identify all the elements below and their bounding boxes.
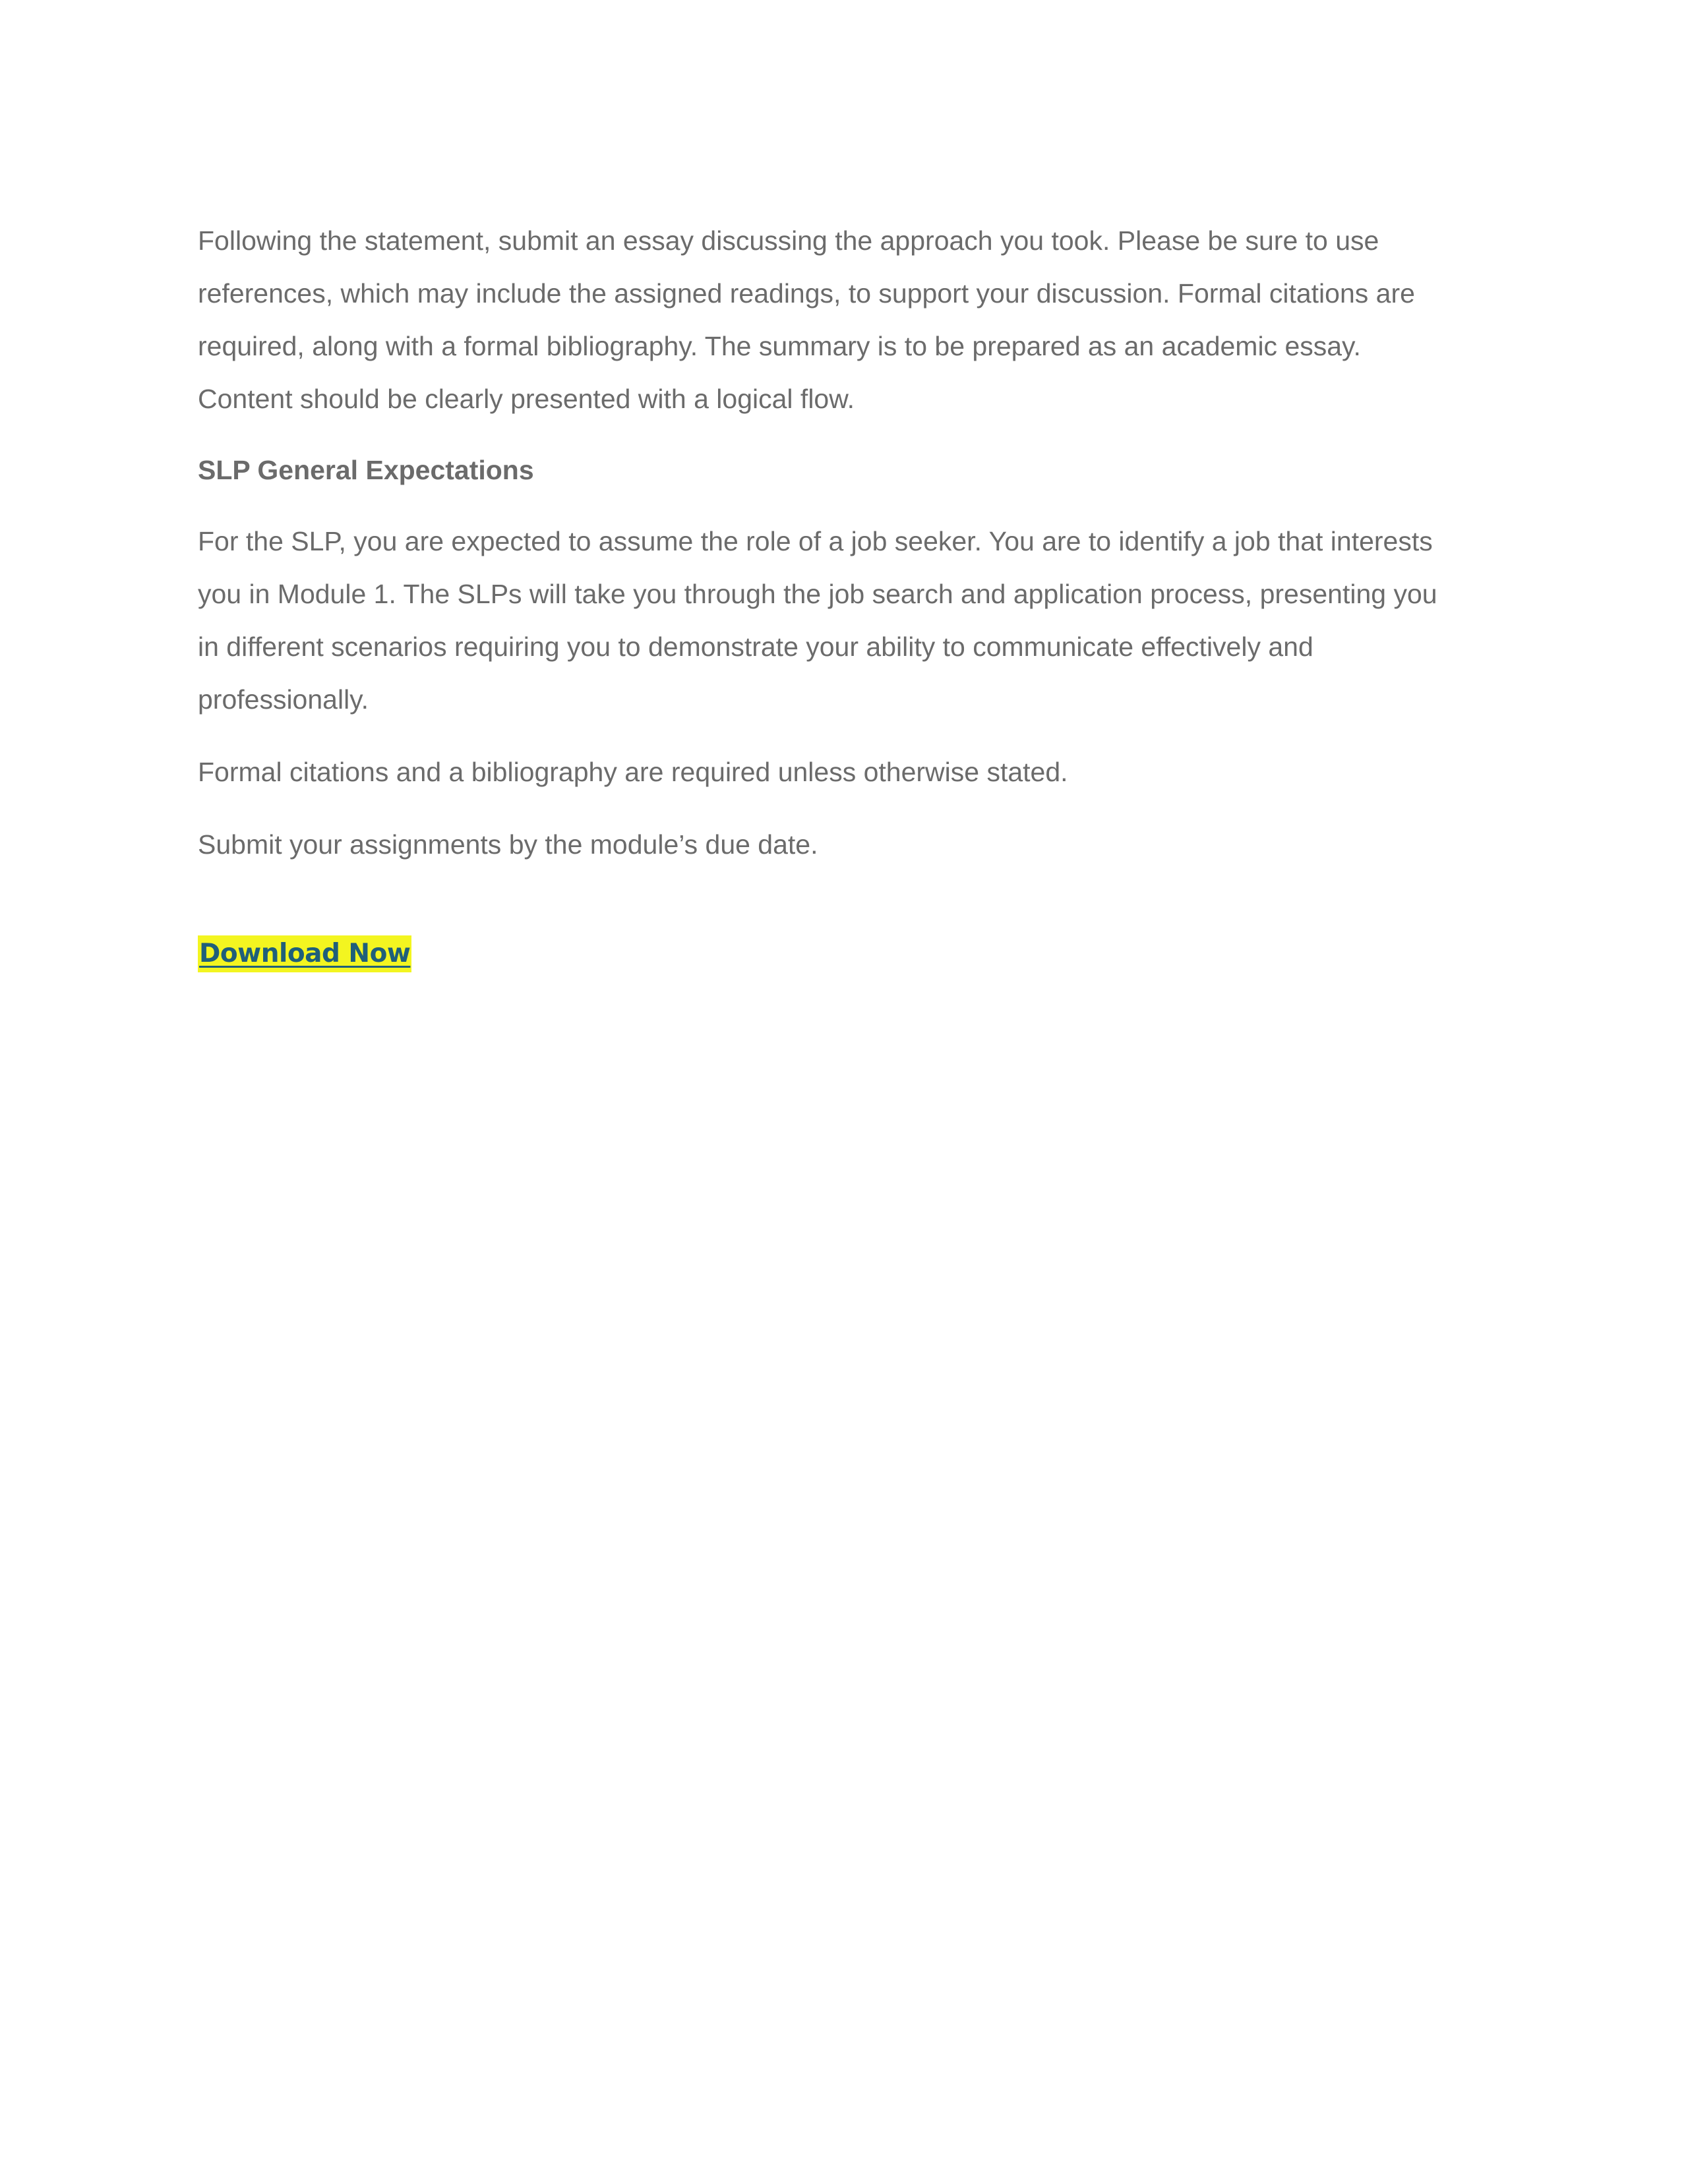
paragraph-due-date: Submit your assignments by the module’s due date. [198, 829, 818, 860]
download-now-link[interactable]: Download Now [198, 935, 411, 972]
section-heading: SLP General Expectations [198, 455, 534, 485]
paragraph-slp-role: For the SLP, you are expected to assume the role of a job seeker. You are to identify a job that interests you in Module 1. The SLPs will take you through the job search and application process, presenting you in different scenarios requiring you to demonstrate your ability to communicate effectively and professionally. [198, 526, 1437, 715]
document-body [198, 214, 1490, 972]
paragraph-citations: Formal citations and a bibliography are required unless otherwise stated. [198, 757, 1068, 787]
paragraph-essay-instructions: Following the statement, submit an essay discussing the approach you took. Please be sure to use references, which may include the assigned readings, to support your discussion. Formal citations are required, along with a formal bibliography. The summary is to be prepared as an academic essay. Content should be clearly presented with a logical flow. [198, 225, 1415, 414]
